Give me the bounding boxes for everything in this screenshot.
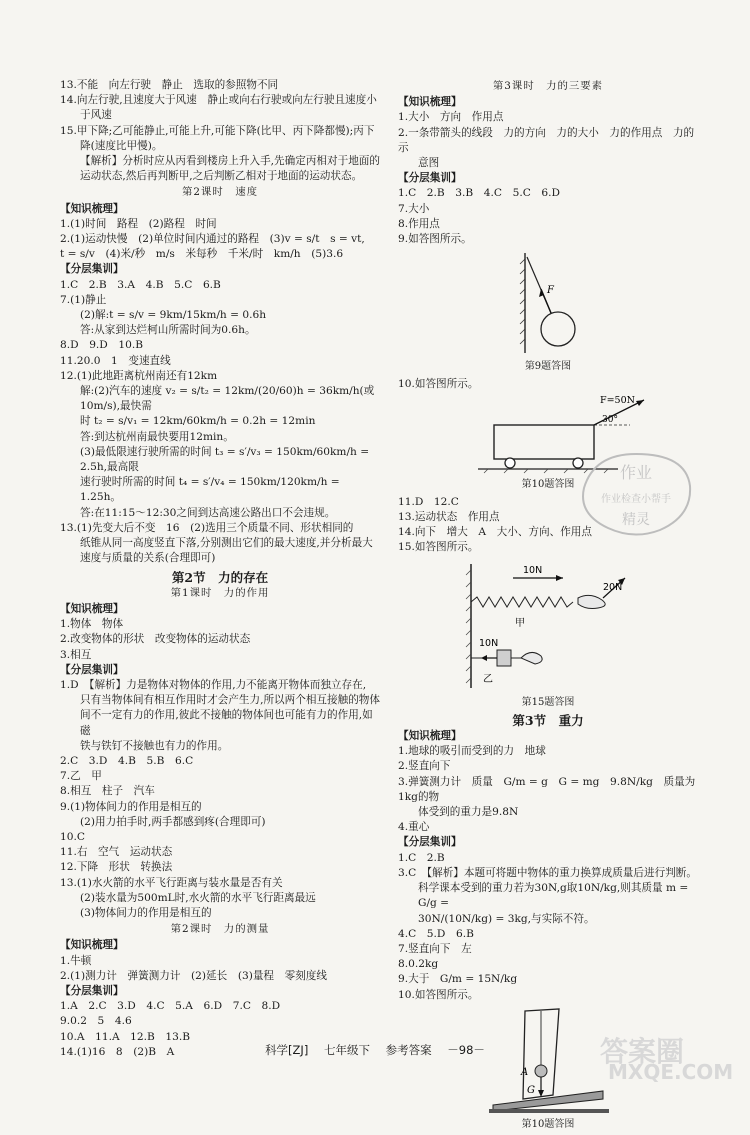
left-line: 第2课时 速度 bbox=[182, 186, 258, 199]
left-line: t = s/v (4)米/秒 m/s 米每秒 千米/时 km/h (5)3.6 bbox=[60, 248, 344, 261]
figure-15-top-force: 10N bbox=[523, 564, 543, 576]
left-line: 8.相互 柱子 汽车 bbox=[60, 785, 155, 798]
left-line: 9.(1)物体间力的作用是相互的 bbox=[60, 800, 202, 813]
figure-15-label-b: 乙 bbox=[483, 673, 493, 685]
left-line: (3)最低限速行驶所需的时间 t₃ = s′/v₃ = 150km/60km/h = 2.5h,最高限 bbox=[80, 445, 370, 474]
figure-9-caption: 第9题答图 bbox=[524, 361, 572, 373]
right-column bbox=[398, 78, 698, 1135]
left-line: 2.(1)测力计 弹簧测力计 (2)延长 (3)量程 零刻度线 bbox=[60, 969, 327, 982]
stamp-middle-text: 作业检查小帮手 bbox=[601, 494, 671, 505]
left-line: 2.(1)运动快慢 (2)单位时间内通过的路程 (3)v = s/t s = vt, bbox=[60, 233, 365, 246]
left-line: 答:从家到达烂柯山所需时间为0.6h。 bbox=[80, 324, 256, 337]
left-line: 【知识梳理】 bbox=[60, 202, 124, 215]
left-line: 【分层集训】 bbox=[60, 984, 124, 997]
watermark-line1: 答案圈 bbox=[600, 1035, 685, 1068]
left-line: 14.(1)16 8 (2)B A bbox=[60, 1045, 175, 1058]
left-line: 15.甲下降;乙可能静止,可能上升,可能下降(比甲、丙下降都慢);丙下 bbox=[60, 124, 375, 137]
left-line: 13.不能 向左行驶 静止 选取的参照物不同 bbox=[60, 79, 279, 91]
left-line: 于风速 bbox=[80, 109, 112, 122]
stamp-top-text: 作业 bbox=[619, 463, 653, 482]
right-a-line: 意图 bbox=[418, 157, 440, 170]
right-a-line: 第3课时 力的三要素 bbox=[492, 80, 604, 92]
figure-9-force-label: F bbox=[547, 285, 554, 297]
homework-helper-stamp bbox=[574, 448, 694, 540]
left-line: 降(速度比甲慢)。 bbox=[80, 139, 163, 152]
left-line: 速度与质量的关系(合理即可) bbox=[80, 552, 216, 565]
left-line: 12.下降 形状 转换法 bbox=[60, 861, 173, 874]
left-line: 13.(1)水火箭的水平飞行距离与装水量是否有关 bbox=[60, 876, 283, 889]
left-line: 1.A 2.C 3.D 4.C 5.A 6.D 7.C 8.D bbox=[60, 1000, 281, 1013]
right-d-line: 3.C 【解析】本题可将题中物体的重力换算成质量后进行判断。 bbox=[398, 866, 697, 879]
left-line: (2)用力拍手时,两手都感到疼(合理即可) bbox=[80, 815, 266, 828]
right-d-line: 8.0.2kg bbox=[398, 958, 439, 971]
right-d-line: 1.地球的吸引而受到的力 地球 bbox=[398, 745, 546, 758]
left-line: 8.D 9.D 10.B bbox=[60, 339, 144, 352]
right-a-line: 9.如答图所示。 bbox=[398, 233, 472, 246]
figure-10b-label-a: A bbox=[521, 1066, 529, 1078]
right-c-line: 15.如答图所示。 bbox=[398, 541, 479, 554]
right-a-line: 1.C 2.B 3.B 4.C 5.C 6.D bbox=[398, 187, 560, 200]
right-b-line: 10.如答图所示。 bbox=[398, 378, 479, 391]
q10-text bbox=[398, 377, 698, 392]
right-d-line: 【知识梳理】 bbox=[398, 730, 462, 743]
left-line: 【解析】分析时应从丙看到楼房上升入手,先确定丙相对于地面的 bbox=[80, 155, 380, 168]
left-column bbox=[60, 78, 380, 1060]
left-line: 运动状态,然后再判断甲,之后判断乙相对于地面的运动状态。 bbox=[80, 170, 363, 183]
left-line: 答:在11:15～12:30之间到达高速公路出口不会违规。 bbox=[80, 506, 336, 519]
right-d-line: 2.竖直向下 bbox=[398, 760, 451, 773]
left-line: 1.D 【解析】力是物体对物体的作用,力不能离开物体而独立存在, bbox=[60, 678, 367, 691]
left-line: 11.右 空气 运动状态 bbox=[60, 846, 173, 859]
right-d-line: 7.竖直向下 左 bbox=[398, 942, 472, 955]
right-c-line: 13.运动状态 作用点 bbox=[398, 511, 500, 524]
left-line: 速行驶时所需的时间 t₄ = s′/v₄ = 150km/120km/h = 1.25h。 bbox=[80, 476, 340, 504]
left-line: 1.C 2.B 3.A 4.B 5.C 6.B bbox=[60, 278, 221, 291]
right-d-line: 10.如答图所示。 bbox=[398, 988, 479, 1001]
figure-15-bottom-force: 10N bbox=[479, 637, 499, 649]
footer-section: 参考答案 bbox=[385, 1043, 432, 1057]
left-line: 第2课时 力的测量 bbox=[170, 923, 270, 936]
left-line: 10.C bbox=[60, 830, 85, 843]
left-line: 解:(2)汽车的速度 v₂ = s/t₂ = 12km/(20/60)h = 36km/h(或10m/s),最快需 bbox=[80, 385, 375, 413]
figure-10b-label-g: G bbox=[527, 1084, 535, 1096]
figure-15-spring-diagram bbox=[453, 558, 643, 693]
figure-10b-caption: 第10题答图 bbox=[521, 1118, 575, 1130]
left-line: 时 t₂ = s/v₁ = 12km/60km/h = 0.2h = 12min bbox=[80, 415, 316, 428]
right-a-line: 【分层集训】 bbox=[398, 172, 462, 185]
right-d-line: 9.大于 G/m = 15N/kg bbox=[398, 973, 518, 986]
footer-grade: 七年级下 bbox=[323, 1043, 370, 1057]
right-d-line: 【分层集训】 bbox=[398, 836, 462, 849]
right-a-line: 8.作用点 bbox=[398, 217, 440, 230]
left-line: 【知识梳理】 bbox=[60, 602, 124, 615]
figure-15-caption: 第15题答图 bbox=[521, 696, 575, 708]
section3-gravity bbox=[398, 713, 698, 1003]
right-d-line: 4.C 5.D 6.B bbox=[398, 927, 474, 940]
watermark-line2: MXQE.COM bbox=[608, 1060, 734, 1084]
left-line: (2)解:t = s/v = 9km/15km/h = 0.6h bbox=[80, 309, 267, 322]
right-a-line: 1.大小 方向 作用点 bbox=[398, 111, 504, 124]
left-line: 【知识梳理】 bbox=[60, 939, 124, 952]
left-line: 答:到达杭州南最快要用12min。 bbox=[80, 430, 234, 443]
right-d-line: 4.重心 bbox=[398, 821, 430, 834]
left-line: (2)装水量为500mL时,水火箭的水平飞行距离最远 bbox=[80, 891, 316, 904]
left-line: 【分层集训】 bbox=[60, 663, 124, 676]
figure-15-label-a: 甲 bbox=[515, 617, 525, 629]
right-a-line: 2.一条带箭头的线段 力的方向 力的大小 力的作用点 力的示 bbox=[398, 126, 695, 154]
left-line: 1.物体 物体 bbox=[60, 618, 124, 631]
left-line: 11.20.0 1 变速直线 bbox=[60, 354, 171, 367]
figure-9-diagram bbox=[503, 249, 593, 357]
figure-10-angle-label: 30° bbox=[602, 414, 618, 425]
right-d-line: 体受到的重力是9.8N bbox=[418, 806, 519, 819]
right-d-line: 1.C 2.B bbox=[398, 851, 445, 864]
left-line: 2.C 3.D 4.B 5.B 6.C bbox=[60, 754, 194, 767]
left-line: 第1课时 力的作用 bbox=[170, 586, 270, 599]
left-line: 13.(1)先变大后不变 16 (2)选用三个质量不同、形状相同的 bbox=[60, 521, 354, 534]
right-d-line: 30N/(10N/kg) = 3kg,与实际不符。 bbox=[418, 912, 595, 925]
right-c-line: 11.D 12.C bbox=[398, 495, 459, 508]
figure-15-hand-force: 20N bbox=[603, 581, 623, 593]
left-line: 【分层集训】 bbox=[60, 263, 124, 276]
right-a-line: 7.大小 bbox=[398, 202, 430, 215]
left-line: 14.向左行驶,且速度大于风速 静止或向右行驶或向左行驶且速度小 bbox=[60, 94, 377, 107]
figure-10-caption: 第10题答图 bbox=[521, 478, 575, 490]
left-line: 第2节 力的存在 bbox=[171, 569, 269, 585]
left-line: 12.(1)此地距离杭州南还有12km bbox=[60, 369, 218, 382]
left-line: 1.牛顿 bbox=[60, 954, 92, 967]
left-line: 纸锥从同一高度竖直下落,分别测出它们的最大速度,并分析最大 bbox=[80, 537, 373, 550]
left-line: 7.乙 甲 bbox=[60, 770, 102, 783]
left-line: 7.(1)静止 bbox=[60, 293, 107, 306]
left-line: 铁与铁钉不接触也有力的作用。 bbox=[80, 739, 229, 752]
left-line: 9.0.2 5 4.6 bbox=[60, 1015, 132, 1028]
footer-subject: 科学[ZJ] bbox=[265, 1043, 309, 1057]
right-a-line: 【知识梳理】 bbox=[398, 96, 462, 109]
stamp-bottom-text: 精灵 bbox=[622, 512, 650, 528]
lesson3-section bbox=[398, 79, 698, 247]
right-d-line: 科学课本受到的重力若为30N,g取10N/kg,则其质量 m = G/g = bbox=[418, 882, 689, 910]
left-line: 10.A 11.A 12.B 13.B bbox=[60, 1030, 191, 1043]
figure-10-force-label: F=50N bbox=[600, 394, 635, 406]
footer-page-number: －98－ bbox=[447, 1043, 485, 1057]
left-line: 1.(1)时间 路程 (2)路程 时间 bbox=[60, 217, 217, 230]
left-line: 2.改变物体的形状 改变物体的运动状态 bbox=[60, 633, 251, 646]
left-line: 3.相互 bbox=[60, 648, 92, 661]
left-line: 只有当物体间有相互作用时才会产生力,所以两个相互接触的物体 bbox=[80, 694, 380, 707]
left-line: 间不一定有力的作用,彼此不接触的物体间也可能有力的作用,如磁 bbox=[80, 709, 373, 737]
left-line: (3)物体间力的作用是相互的 bbox=[80, 906, 212, 919]
right-d-line: 第3节 重力 bbox=[512, 712, 584, 728]
site-watermark bbox=[590, 1030, 740, 1086]
right-d-line: 3.弹簧测力计 质量 G/m = g G = mg 9.8N/kg 质量为1kg的物 bbox=[398, 775, 696, 803]
right-c-line: 14.向下 增大 A 大小、方向、作用点 bbox=[398, 526, 592, 539]
